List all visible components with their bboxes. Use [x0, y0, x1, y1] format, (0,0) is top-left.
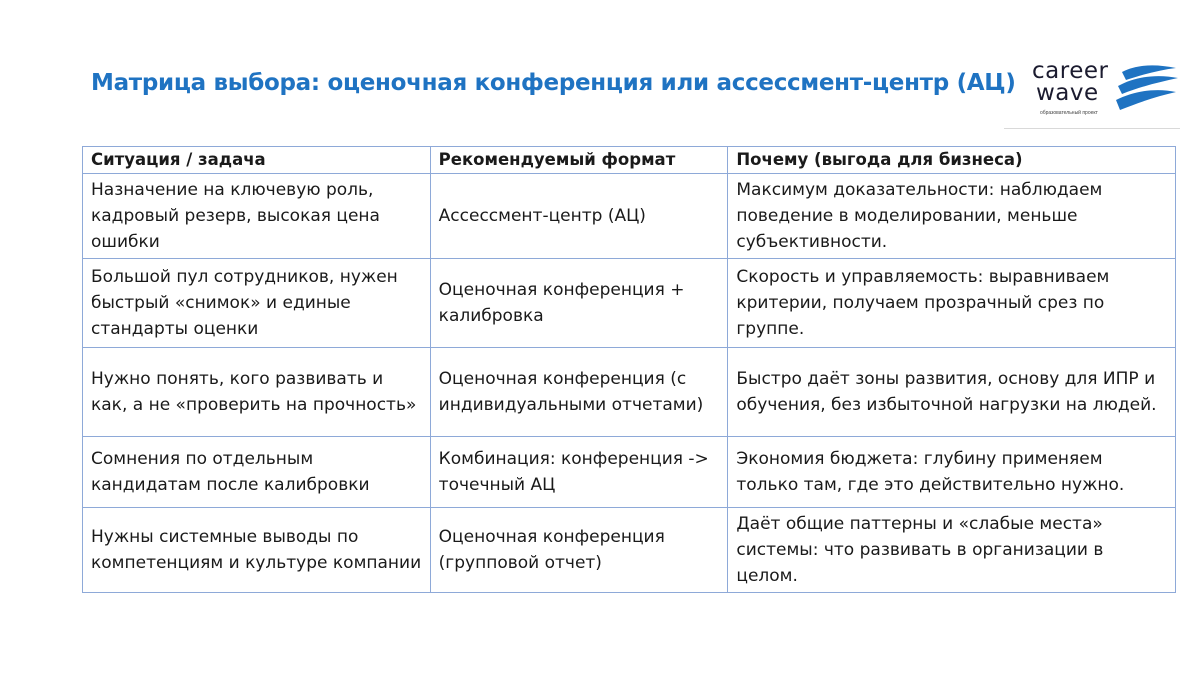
logo-line1: career [1032, 58, 1109, 84]
wave-icon [1116, 62, 1180, 114]
table-row [83, 348, 1176, 437]
cell-format: Оценочная конференция (с индивидуальными отчетами) [430, 348, 728, 437]
logo-tagline: образовательный проект [1040, 110, 1098, 116]
cell-why: Даёт общие паттерны и «слабые места» системы: что развивать в организации в целом. [728, 508, 1176, 593]
cell-why: Быстро даёт зоны развития, основу для ИПР и обучения, без избыточной нагрузки на людей. [728, 348, 1176, 437]
page-title: Матрица выбора: оценочная конференция или ассессмент-центр (АЦ) [91, 70, 1016, 96]
logo-line2: wave [1036, 80, 1099, 106]
cell-format: Оценочная конференция + калибровка [430, 259, 728, 348]
cell-format: Комбинация: конференция -> точечный АЦ [430, 437, 728, 508]
cell-situation: Нужно понять, кого развивать и как, а не «проверить на прочность» [83, 348, 431, 437]
table-row [83, 508, 1176, 593]
cell-why: Скорость и управляемость: выравниваем критерии, получаем прозрачный срез по группе. [728, 259, 1176, 348]
careerwave-logo [1030, 60, 1180, 122]
cell-why: Максимум доказательности: наблюдаем поведение в моделировании, меньше субъективности. [728, 174, 1176, 259]
header-format: Рекомендуемый формат [430, 147, 728, 174]
table-row [83, 259, 1176, 348]
cell-situation: Большой пул сотрудников, нужен быстрый «снимок» и единые стандарты оценки [83, 259, 431, 348]
cell-situation: Назначение на ключевую роль, кадровый резерв, высокая цена ошибки [83, 174, 431, 259]
title-divider [1004, 128, 1180, 129]
table-row [83, 174, 1176, 259]
cell-why: Экономия бюджета: глубину применяем только там, где это действительно нужно. [728, 437, 1176, 508]
table-header-row [83, 147, 1176, 174]
table-row [83, 437, 1176, 508]
cell-situation: Нужны системные выводы по компетенциям и культуре компании [83, 508, 431, 593]
choice-matrix-table [82, 146, 1176, 593]
logo-wordmark [1032, 60, 1108, 104]
cell-format: Оценочная конференция (групповой отчет) [430, 508, 728, 593]
cell-format: Ассессмент-центр (АЦ) [430, 174, 728, 259]
header-why: Почему (выгода для бизнеса) [728, 147, 1176, 174]
header-situation: Ситуация / задача [83, 147, 431, 174]
cell-situation: Сомнения по отдельным кандидатам после калибровки [83, 437, 431, 508]
